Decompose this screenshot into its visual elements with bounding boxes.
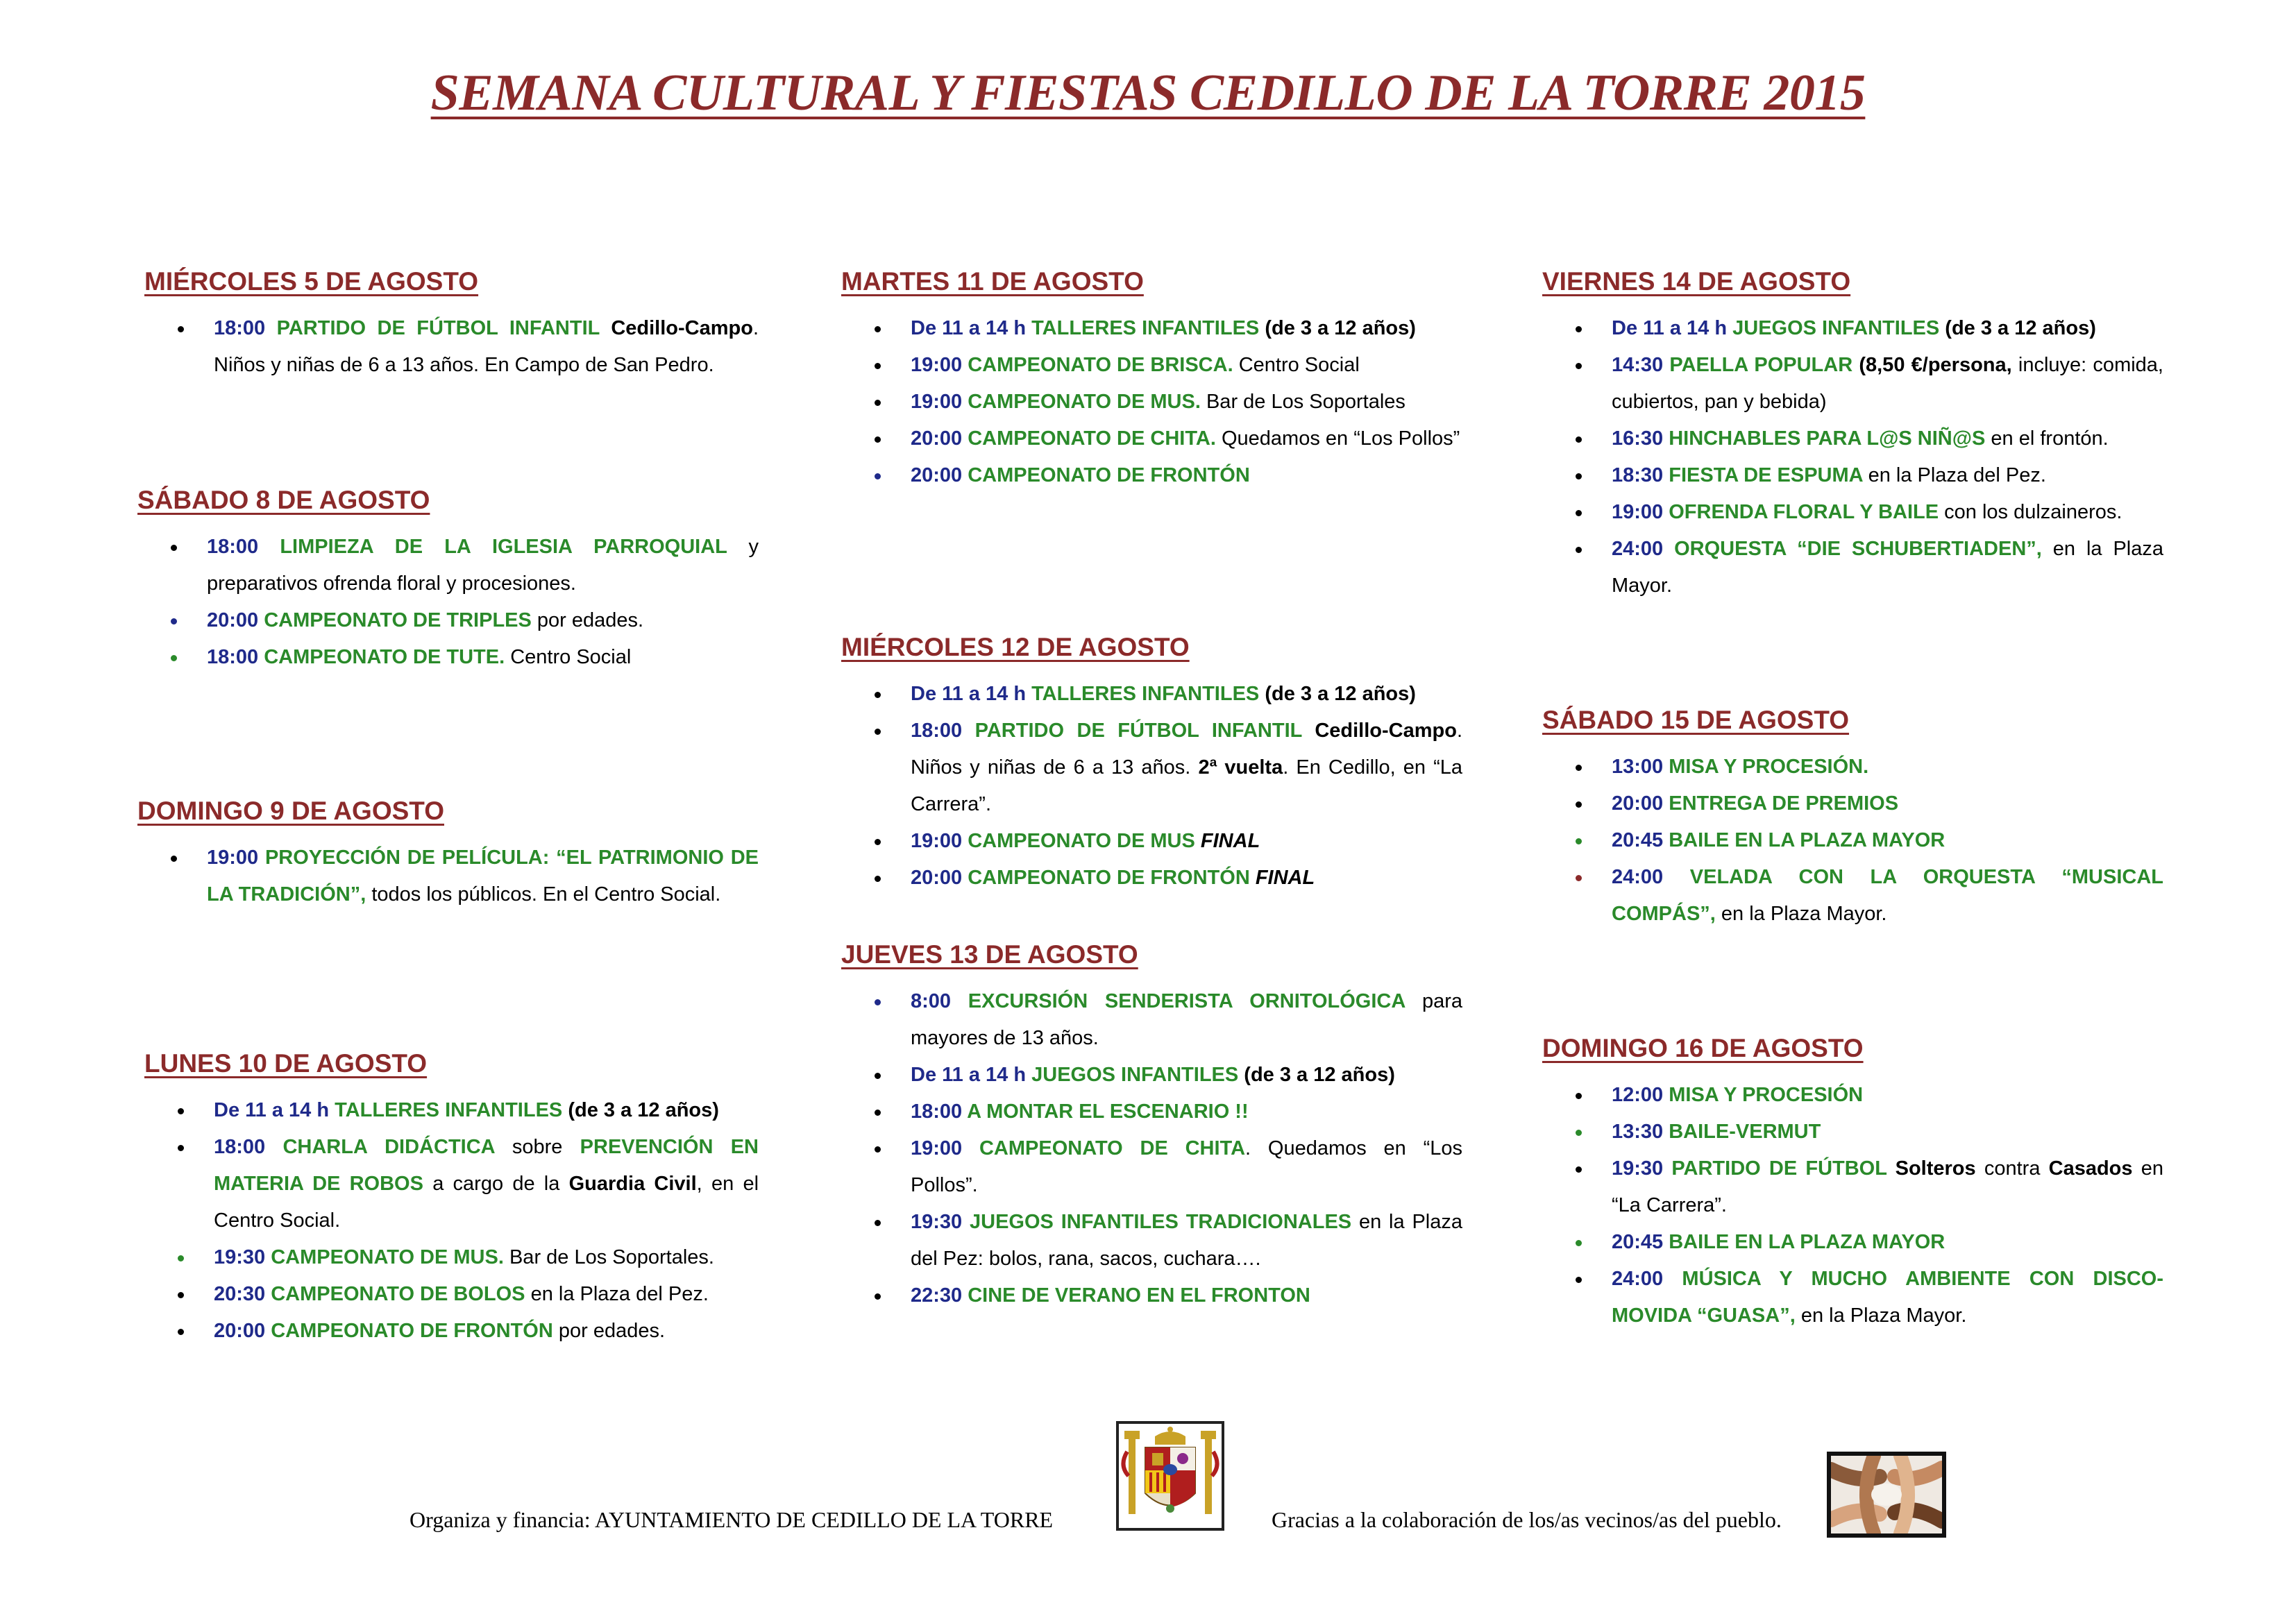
event-time: 19:00 (207, 847, 265, 869)
event-list (1542, 1077, 2163, 1334)
bullet-icon (178, 1108, 184, 1114)
event-item (1542, 1150, 2163, 1224)
event-title: PARTIDO DE FÚTBOL INFANTIL (276, 317, 611, 339)
event-item (1542, 457, 2163, 494)
bullet-icon (875, 1220, 881, 1226)
event-title: ENTREGA DE PREMIOS (1669, 792, 1899, 815)
event-detail: en el frontón. (1991, 427, 2109, 450)
event-item (144, 1239, 759, 1276)
event-detail: por edades. (558, 1320, 666, 1342)
event-time: 14:30 (1612, 354, 1670, 376)
event-detail: contra (1984, 1157, 2049, 1180)
event-title: TALLERES INFANTILES (1031, 317, 1265, 339)
event-detail: en la Plaza del Pez: bolos, rana, sacos, cuchara…. (911, 1211, 1462, 1270)
bullet-icon (875, 1110, 881, 1116)
event-list (1542, 310, 2163, 604)
day-heading: DOMINGO 16 DE AGOSTO (1542, 1034, 1864, 1062)
day-heading: MARTES 11 DE AGOSTO (841, 267, 1144, 296)
event-time: De 11 a 14 h (911, 1064, 1032, 1086)
bullet-icon (875, 326, 881, 332)
event-detail: Centro Social (1238, 354, 1360, 376)
day-section-5 (841, 633, 1462, 897)
event-time: 18:00 (207, 646, 264, 668)
bullet-icon (875, 876, 881, 882)
event-item (841, 457, 1462, 494)
bullet-icon (1576, 1130, 1582, 1136)
event-detail-bold: Solteros (1895, 1157, 1984, 1180)
event-item (1542, 749, 2163, 785)
event-item (1542, 1077, 2163, 1114)
event-detail: en la Plaza Mayor. (1721, 903, 1887, 925)
bullet-icon (171, 618, 177, 624)
event-detail-bold: (de 3 a 12 años) (1265, 683, 1416, 705)
event-time: 20:45 (1612, 1231, 1669, 1253)
event-detail: y preparativos ofrenda floral y procesiones. (207, 536, 759, 595)
event-time: De 11 a 14 h (214, 1099, 335, 1121)
event-detail: Centro Social (510, 646, 632, 668)
day-section-4 (841, 267, 1462, 494)
bullet-icon (178, 1145, 184, 1151)
page-title: SEMANA CULTURAL Y FIESTAS CEDILLO DE LA TORRE 2015 (430, 65, 1866, 121)
event-title: CINE DE VERANO EN EL FRONTON (968, 1284, 1310, 1307)
day-heading: SÁBADO 15 DE AGOSTO (1542, 706, 1850, 734)
event-title: TALLERES INFANTILES (335, 1099, 568, 1121)
event-item (1542, 1261, 2163, 1334)
event-title: PARTIDO DE FÚTBOL (1671, 1157, 1896, 1180)
bullet-icon (1576, 838, 1582, 844)
event-title: CAMPEONATO DE FRONTÓN (968, 464, 1250, 486)
event-title: CAMPEONATO DE MUS. (968, 391, 1206, 413)
day-section-0 (144, 267, 759, 384)
event-detail-bold: (de 3 a 12 años) (1265, 317, 1416, 339)
bullet-icon (171, 545, 177, 551)
bullet-icon (171, 856, 177, 862)
event-time: 20:00 (911, 427, 968, 450)
event-title: CAMPEONATO DE FRONTÓN (271, 1320, 559, 1342)
event-time: 24:00 (1612, 1268, 1682, 1290)
event-title: LIMPIEZA DE LA IGLESIA PARROQUIAL (280, 536, 749, 558)
event-list (137, 529, 759, 676)
event-item (841, 1057, 1462, 1094)
bullet-icon (1576, 1093, 1582, 1099)
event-title: PARTIDO DE FÚTBOL INFANTIL (974, 720, 1315, 742)
bullet-icon (1576, 510, 1582, 516)
event-detail: Bar de Los Soportales. (509, 1246, 714, 1268)
bullet-icon (875, 1073, 881, 1079)
bullet-icon (1576, 1277, 1582, 1283)
bullet-icon (1576, 363, 1582, 369)
day-heading: MIÉRCOLES 12 DE AGOSTO (841, 633, 1190, 661)
bullet-icon (171, 655, 177, 661)
event-title: ORQUESTA “DIE SCHUBERTIADEN”, (1674, 538, 2053, 560)
event-title: PROYECCIÓN DE PELÍCULA: “EL PATRIMONIO DE LA TRADICIÓN”, (207, 847, 759, 906)
event-detail: con los dulzaineros. (1944, 501, 2122, 523)
event-title: PAELLA POPULAR (1669, 354, 1859, 376)
event-time: 19:30 (214, 1246, 271, 1268)
event-item (841, 823, 1462, 860)
event-detail: . Niños y niñas de 6 a 13 años. (911, 720, 1462, 779)
event-item (841, 1277, 1462, 1314)
event-item (841, 347, 1462, 384)
event-item (841, 983, 1462, 1057)
event-detail-bold: 2ª vuelta (1198, 756, 1283, 779)
event-title: CAMPEONATO DE MUS (968, 830, 1201, 852)
footer-thanks: Gracias a la colaboración de los/as vecinos/as del pueblo. (1272, 1507, 1782, 1532)
event-item (1542, 1114, 2163, 1150)
event-detail: Bar de Los Soportales (1206, 391, 1406, 413)
day-heading: DOMINGO 9 DE AGOSTO (137, 797, 444, 825)
event-item (1542, 785, 2163, 822)
event-time: 19:00 (911, 1137, 979, 1159)
event-time: 20:30 (214, 1283, 271, 1305)
event-title: EXCURSIÓN SENDERISTA ORNITOLÓGICA (968, 990, 1422, 1012)
event-item (144, 1092, 759, 1129)
event-item (137, 602, 759, 639)
event-item (841, 1094, 1462, 1130)
bullet-icon (1576, 875, 1582, 881)
bullet-icon (875, 436, 881, 443)
day-heading: SÁBADO 8 DE AGOSTO (137, 486, 430, 514)
event-title: BAILE-VERMUT (1669, 1121, 1821, 1143)
bullet-icon (1576, 801, 1582, 808)
event-list (841, 676, 1462, 897)
event-item (1542, 531, 2163, 604)
day-section-7 (1542, 267, 2163, 604)
event-item (841, 1130, 1462, 1204)
event-title: FIESTA DE ESPUMA (1669, 464, 1868, 486)
event-item (1542, 420, 2163, 457)
bullet-icon (1576, 1240, 1582, 1246)
event-title: JUEGOS INFANTILES TRADICIONALES (970, 1211, 1359, 1233)
event-detail-bold: Cedillo-Campo (1315, 720, 1457, 742)
event-item (841, 420, 1462, 457)
event-time: 19:30 (911, 1211, 970, 1233)
bullet-icon (875, 400, 881, 406)
day-heading: JUEVES 13 DE AGOSTO (841, 940, 1138, 969)
event-time: 20:00 (214, 1320, 271, 1342)
day-section-8 (1542, 706, 2163, 933)
event-item (1542, 494, 2163, 531)
event-title: TALLERES INFANTILES (1031, 683, 1265, 705)
event-item (841, 860, 1462, 897)
event-list (1542, 749, 2163, 933)
bullet-icon (875, 729, 881, 735)
bullet-icon (875, 363, 881, 369)
event-title: CAMPEONATO DE BOLOS (271, 1283, 531, 1305)
event-title: CHARLA DIDÁCTICA (282, 1136, 512, 1158)
event-title: OFRENDA FLORAL Y BAILE (1669, 501, 1945, 523)
day-heading: VIERNES 14 DE AGOSTO (1542, 267, 1851, 296)
event-detail-bold: (8,50 €/persona, (1859, 354, 2018, 376)
event-time: 24:00 (1612, 538, 1675, 560)
event-item (137, 840, 759, 913)
bullet-icon (1576, 1166, 1582, 1173)
event-list (841, 310, 1462, 494)
event-time: 20:00 (911, 464, 968, 486)
event-time: 8:00 (911, 990, 968, 1012)
event-title: CAMPEONATO DE MUS. (271, 1246, 509, 1268)
event-time: 19:00 (911, 354, 968, 376)
bullet-icon (178, 1329, 184, 1335)
event-item (1542, 1224, 2163, 1261)
event-title: MISA Y PROCESIÓN. (1669, 756, 1869, 778)
event-time: 18:00 (214, 317, 277, 339)
event-item (144, 1313, 759, 1350)
event-item (137, 529, 759, 602)
event-item (841, 1204, 1462, 1277)
coat-of-arms-image (1116, 1421, 1224, 1531)
event-time: 20:00 (207, 609, 264, 631)
day-section-3 (144, 1049, 759, 1350)
event-item (144, 1129, 759, 1239)
event-item (1542, 859, 2163, 933)
bullet-icon (1576, 473, 1582, 479)
event-detail-bold: (de 3 a 12 años) (1945, 317, 2096, 339)
event-list (144, 310, 759, 384)
day-section-6 (841, 940, 1462, 1314)
event-time: 19:30 (1612, 1157, 1672, 1180)
event-detail: . Niños y niñas de 6 a 13 años. En Campo de San Pedro. (214, 317, 759, 376)
event-time: 20:00 (1612, 792, 1669, 815)
bullet-icon (875, 692, 881, 698)
event-detail: en la Plaza del Pez. (530, 1283, 709, 1305)
event-time: 12:00 (1612, 1084, 1669, 1106)
event-time: 13:30 (1612, 1121, 1669, 1143)
event-item (144, 1276, 759, 1313)
event-list (841, 983, 1462, 1314)
event-title: BAILE EN LA PLAZA MAYOR (1669, 829, 1945, 851)
event-time: 20:45 (1612, 829, 1669, 851)
event-detail: en la Plaza del Pez. (1868, 464, 2046, 486)
event-title: PREVENCIÓN EN MATERIA DE ROBOS (214, 1136, 759, 1195)
event-item (1542, 347, 2163, 420)
event-item (1542, 310, 2163, 347)
event-time: De 11 a 14 h (1612, 317, 1733, 339)
event-detail-bold: (de 3 a 12 años) (568, 1099, 719, 1121)
joined-hands-image (1827, 1452, 1946, 1538)
event-final-label: FINAL (1255, 867, 1315, 889)
event-title: VELADA CON LA ORQUESTA “MUSICAL COMPÁS”, (1612, 866, 2163, 925)
event-title: CAMPEONATO DE FRONTÓN (968, 867, 1256, 889)
event-list (144, 1092, 759, 1350)
event-detail: sobre (512, 1136, 580, 1158)
bullet-icon (875, 1293, 881, 1300)
event-detail: incluye: comida, cubiertos, pan y bebida) (1612, 354, 2163, 413)
bullet-icon (875, 839, 881, 845)
bullet-icon (1576, 326, 1582, 332)
event-title: CAMPEONATO DE TUTE. (264, 646, 511, 668)
event-time: 13:00 (1612, 756, 1669, 778)
day-section-1 (137, 486, 759, 676)
event-time: 19:00 (911, 391, 968, 413)
event-item (841, 310, 1462, 347)
event-detail: . En Cedillo, en “La Carrera”. (911, 756, 1463, 815)
event-time: 19:00 (1612, 501, 1669, 523)
event-title: MÚSICA Y MUCHO AMBIENTE CON DISCO-MOVIDA “GUASA”, (1612, 1268, 2163, 1327)
event-detail: . Quedamos en “Los Pollos”. (911, 1137, 1462, 1196)
event-time: 16:30 (1612, 427, 1669, 450)
event-time: De 11 a 14 h (911, 317, 1032, 339)
event-item (137, 639, 759, 676)
bullet-icon (178, 326, 184, 332)
event-detail-bold: Casados (2048, 1157, 2141, 1180)
bullet-icon (1576, 547, 1582, 553)
day-section-9 (1542, 1034, 2163, 1334)
event-detail: en la Plaza Mayor. (1800, 1305, 1967, 1327)
event-time: De 11 a 14 h (911, 683, 1032, 705)
event-item (1542, 822, 2163, 859)
bullet-icon (875, 999, 881, 1005)
bullet-icon (875, 1146, 881, 1153)
event-item (841, 676, 1462, 713)
event-detail: para mayores de 13 años. (911, 990, 1462, 1049)
event-time: 18:00 (207, 536, 280, 558)
event-time: 18:30 (1612, 464, 1669, 486)
event-title: MISA Y PROCESIÓN (1669, 1084, 1864, 1106)
event-time: 18:00 (214, 1136, 283, 1158)
event-title: CAMPEONATO DE TRIPLES (264, 609, 537, 631)
day-section-2 (137, 797, 759, 913)
event-time: 18:00 (911, 720, 975, 742)
event-title: CAMPEONATO DE CHITA. (968, 427, 1222, 450)
event-time: 22:30 (911, 1284, 968, 1307)
event-detail: , en el Centro Social. (214, 1173, 759, 1232)
event-time: 19:00 (911, 830, 968, 852)
event-detail-bold: (de 3 a 12 años) (1244, 1064, 1395, 1086)
bullet-icon (178, 1255, 184, 1261)
event-detail-bold: Guardia Civil (568, 1173, 697, 1195)
event-detail: todos los públicos. En el Centro Social. (371, 883, 721, 906)
event-title: JUEGOS INFANTILES (1031, 1064, 1244, 1086)
bullet-icon (1576, 436, 1582, 443)
bullet-icon (1576, 765, 1582, 771)
event-title: CAMPEONATO DE BRISCA. (968, 354, 1239, 376)
event-title: A MONTAR EL ESCENARIO !! (967, 1101, 1249, 1123)
event-item (841, 713, 1462, 823)
footer-organizer: Organiza y financia: AYUNTAMIENTO DE CEDILLO DE LA TORRE (410, 1507, 1054, 1532)
event-item (841, 384, 1462, 420)
event-title: BAILE EN LA PLAZA MAYOR (1669, 1231, 1945, 1253)
event-detail: por edades. (537, 609, 644, 631)
day-heading: LUNES 10 DE AGOSTO (144, 1049, 428, 1078)
bullet-icon (875, 473, 881, 479)
bullet-icon (178, 1292, 184, 1298)
event-detail: a cargo de la (432, 1173, 569, 1195)
event-time: 20:00 (911, 867, 968, 889)
event-item (144, 310, 759, 384)
event-final-label: FINAL (1200, 830, 1260, 852)
event-detail: en la Plaza Mayor. (1612, 538, 2163, 597)
day-heading: MIÉRCOLES 5 DE AGOSTO (144, 267, 479, 296)
event-time: 18:00 (911, 1101, 968, 1123)
event-title: HINCHABLES PARA L@S NIÑ@S (1669, 427, 1991, 450)
event-detail: en “La Carrera”. (1612, 1157, 2163, 1216)
event-detail: Quedamos en “Los Pollos” (1221, 427, 1460, 450)
event-title: JUEGOS INFANTILES (1732, 317, 1945, 339)
event-detail-bold: Cedillo-Campo (611, 317, 753, 339)
event-list (137, 840, 759, 913)
event-time: 24:00 (1612, 866, 1690, 888)
event-title: CAMPEONATO DE CHITA (979, 1137, 1246, 1159)
